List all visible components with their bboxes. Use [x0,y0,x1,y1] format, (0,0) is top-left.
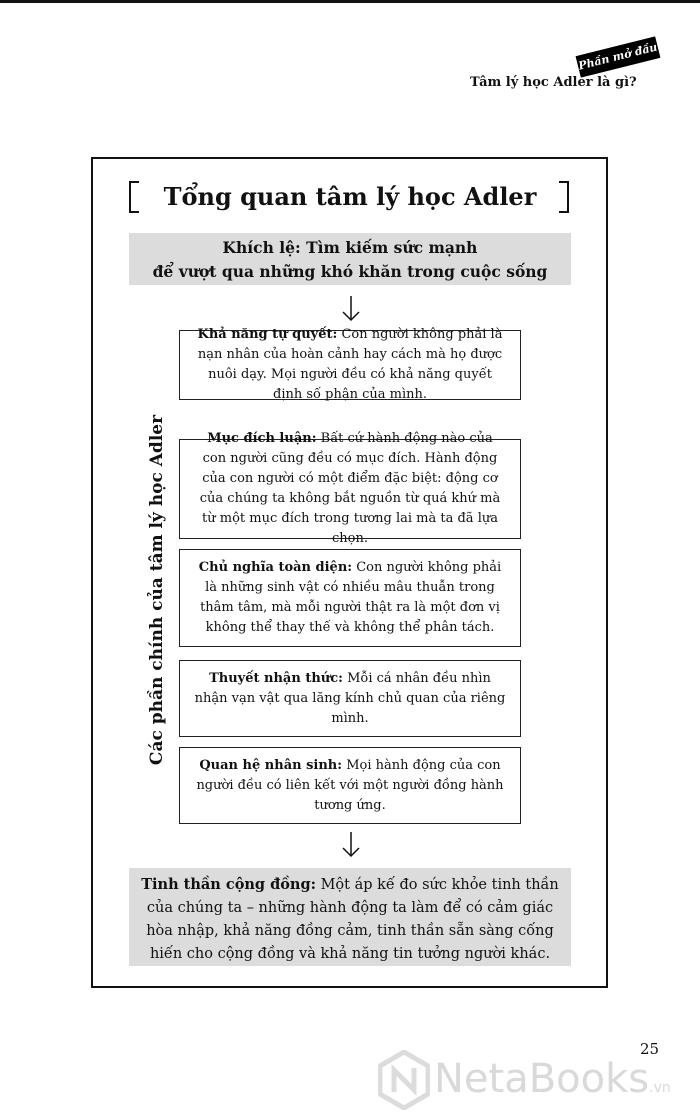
part-box-relationships [179,747,521,824]
chapter-tag: Phần mở đầu [576,36,661,77]
part-text: Con người không phải là nạn nhân của hoàn cảnh hay cách mà họ được nuôi dạy. Mọi người đều có khả năng quyết định số phận của mình. [197,327,503,402]
down-arrow-icon [341,296,361,322]
netabooks-logo-icon [378,1050,430,1110]
part-text: Con người không phải là những sinh vật có nhiều mâu thuẫn trong thâm tâm, mà mỗi người thật ra là một đơn vị không thể thay thế và không thể phân tách. [200,560,502,635]
title-bracket-right [559,181,569,213]
part-text: Mọi hành động của con người đều có liên kết với một người đồng hành tương ứng. [196,757,504,813]
part-box-holism [179,549,521,647]
part-term: Mục đích luận: [207,431,317,446]
community-text: Một áp kế đo sức khỏe tinh thần của chúng ta – những hành động ta làm để có cảm giác hòa nhập, khả năng đồng cảm, tinh thần sẵn sàng cống hiến cho cộng đồng và khả năng tin tưởng người khác. [146,877,559,962]
community-term: Tinh thần cộng đồng: [141,876,316,893]
diagram-title: Tổng quan tâm lý học Adler [163,182,537,211]
watermark [378,1050,698,1114]
part-term: Chủ nghĩa toàn diện: [198,560,353,575]
part-box-self-determination [179,327,521,402]
encouragement-line-1: Khích lệ: Tìm kiếm sức mạnh [222,238,478,257]
part-term: Thuyết nhận thức: [209,670,343,686]
title-bracket-left [129,181,139,213]
part-box-cognition [179,660,521,737]
part-term: Khả năng tự quyết: [197,327,338,342]
running-header: Tâm lý học Adler là gì? [470,75,637,90]
side-label-text: Các phần chính của tâm lý học Adler [147,414,167,766]
page-number: 25 [640,1040,660,1058]
watermark-name: NetaBooks.vn [434,1056,671,1102]
community-feeling-box [129,868,571,966]
part-text: Bất cứ hành động nào của con người cũng đều có mục đích. Hành động của con người có một điểm đặc biệt: động cơ của chúng ta không bắt nguồn từ quá khứ mà từ một mục đích trong tương lai mà ta đã lựa chọn. [199,431,501,546]
part-box-teleology [179,431,521,546]
side-label [140,414,174,766]
part-text: Mỗi cá nhân đều nhìn nhận vạn vật qua lăng kính chủ quan của riêng mình. [194,670,506,726]
encouragement-line-2: để vượt qua những khó khăn trong cuộc sống [152,262,548,281]
top-rule [0,0,700,3]
down-arrow-icon [341,832,361,858]
part-term: Quan hệ nhân sinh: [199,757,343,773]
encouragement-box [129,233,571,285]
